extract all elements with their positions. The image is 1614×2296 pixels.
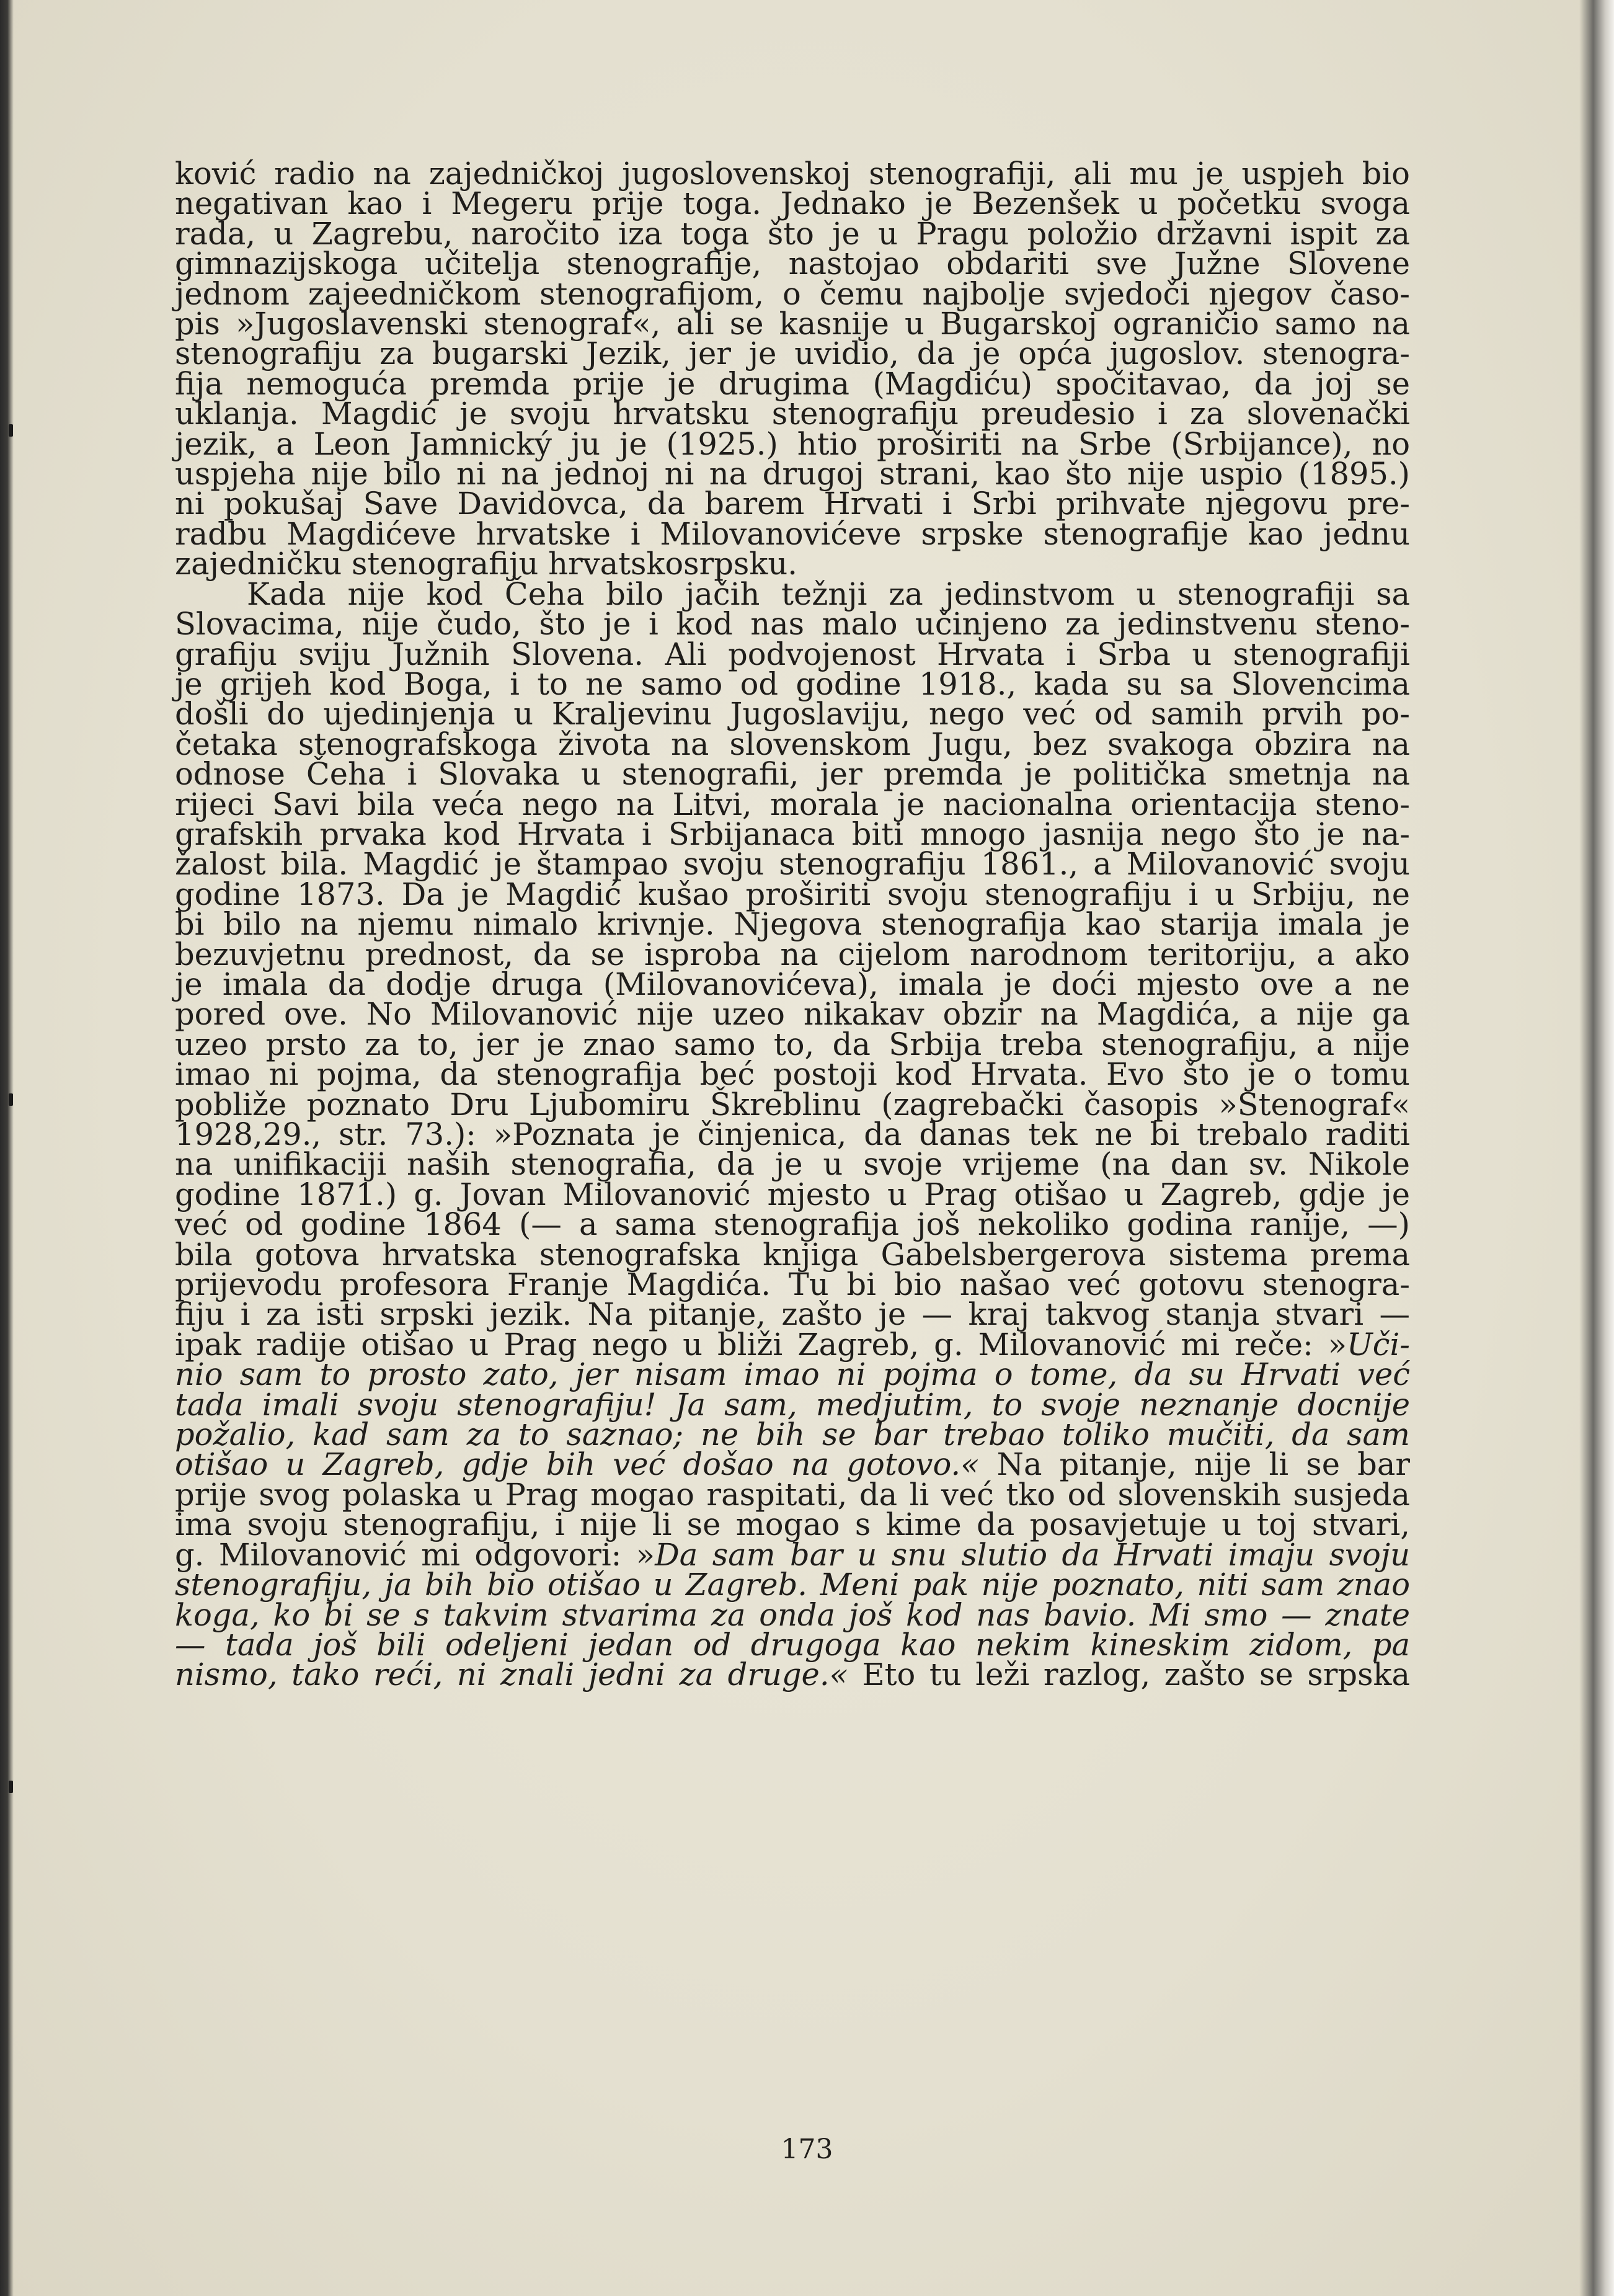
text-line: je grijeh kod Boga, i to ne samo od godine 1918., kada su sa Slovencima [175, 665, 1410, 702]
text-line: stenografiju za bugarski Jezik, jer je uvidio, da je opća jugoslov. stenogra- [175, 336, 1410, 372]
page-number: 173 [781, 2134, 833, 2165]
text-line [175, 1626, 1410, 1663]
text-line: Kada nije kod Čeha bilo jačih težnji za jedinstvom u stenografiji sa [247, 576, 1410, 612]
text-line: uspjeha nije bilo ni na jednoj ni na drugoj strani, kao što nije uspio (1895.) [175, 456, 1410, 492]
text-line: bila gotova hrvatska stenografska knjiga Gabelsbergerova sistema prema [175, 1236, 1410, 1273]
text-line: rijeci Savi bila veća nego na Litvi, morala je nacionalna orientacija steno- [175, 786, 1410, 822]
text-line: ima svoju stenografiju, i nije li se mogao s kime da posavjetuje u toj stvari, [175, 1506, 1410, 1543]
margin-mark [9, 1093, 13, 1106]
text-line: fiju i za isti srpski jezik. Na pitanje, zašto je — kraj takvog stanja stvari — [175, 1296, 1410, 1333]
page-right-edge [1579, 0, 1614, 2296]
text-span: Na pitanje, nije li se bar [979, 1446, 1411, 1483]
text-line: 1928,29., str. 73.): »Poznata je činjenica, da danas tek ne bi trebalo raditi [175, 1116, 1410, 1152]
text-line: prijevodu profesora Franje Magdića. Tu bi bio našao već gotovu stenogra- [175, 1266, 1410, 1303]
text-line: došli do ujedinjenja u Kraljevinu Jugoslaviju, nego već od samih prvih po- [175, 696, 1410, 732]
text-line: žalost bila. Magdić je štampao svoju stenografiju 1861., a Milovanović svoju [175, 846, 1410, 883]
text-line: ković radio na zajedničkoj jugoslovenskoj stenografiji, ali mu je uspjeh bio [175, 156, 1410, 192]
text-line [175, 1386, 1410, 1423]
italic-quote: požalio, kad sam za to saznao; ne bih se bar trebao toliko mučiti, da sam [175, 1417, 1410, 1453]
paragraph-2 [175, 576, 1411, 1693]
margin-mark [9, 1781, 13, 1793]
text-line: radbu Magdićeve hrvatske i Milovanovićeve srpske stenografije kao jednu [175, 515, 1410, 552]
text-span: Eto tu leži razlog, zašto se srpska [848, 1657, 1410, 1693]
italic-quote: stenografiju, ja bih bio otišao u Zagreb. Meni pak nije poznato, niti sam znao [175, 1567, 1410, 1603]
italic-quote: nismo, tako reći, ni znali jedni za druge.« [175, 1657, 848, 1693]
text-line [175, 1657, 1410, 1693]
book-binding-edge [0, 0, 14, 2296]
text-line: Slovacima, nije čudo, što je i kod nas malo učinjeno za jedinstvenu steno- [175, 606, 1410, 643]
text-line: negativan kao i Megeru prije toga. Jednako je Bezenšek u početku svoga [175, 185, 1410, 222]
text-line: uklanja. Magdić je svoju hrvatsku stenografiju preudesio i za slovenački [175, 396, 1410, 432]
text-line: gimnazijskoga učitelja stenografije, nastojao obdariti sve Južne Slovene [175, 246, 1410, 282]
text-span: ipak radije otišao u Prag nego u bliži Zagreb, g. Milovanović mi reče: » [175, 1326, 1347, 1363]
text-line: zajedničku stenografiju hrvatskosrpsku. [175, 546, 797, 582]
body-text [175, 156, 1411, 1693]
text-line: bezuvjetnu prednost, da se isproba na cijelom narodnom teritoriju, a ako [175, 936, 1410, 972]
text-line: bi bilo na njemu nimalo krivnje. Njegova stenografija kao starija imala je [175, 906, 1410, 943]
text-line [175, 1356, 1410, 1393]
paragraph-1 [175, 156, 1410, 582]
italic-quote: koga, ko bi se s takvim stvarima za onda još kod nas bavio. Mi smo — znate [175, 1596, 1410, 1633]
text-line: pis »Jugoslavenski stenograf«, ali se kasnije u Bugarskoj ograničio samo na [175, 306, 1410, 342]
text-line [175, 1446, 1411, 1483]
text-line: pobliže poznato Dru Ljubomiru Škreblinu (zagrebački časopis »Stenograf« [175, 1086, 1410, 1123]
italic-quote: nio sam to prosto zato, jer nisam imao ni pojma o tome, da su Hrvati već [175, 1356, 1410, 1393]
text-line: četaka stenografskoga života na slovenskom Jugu, bez svakoga obzira na [175, 726, 1410, 762]
text-line: godine 1871.) g. Jovan Milovanović mjesto u Prag otišao u Zagreb, gdje je [175, 1176, 1410, 1213]
text-line [175, 1596, 1410, 1633]
italic-quote: Da sam bar u snu slutio da Hrvati imaju svoju [655, 1536, 1410, 1573]
text-line: jednom zajeedničkom stenografijom, o čemu najbolje svjedoči njegov časo- [175, 275, 1410, 312]
text-line: već od godine 1864 (— a sama stenografija još nekoliko godina ranije, —) [175, 1206, 1410, 1243]
text-line [175, 1567, 1410, 1603]
text-line: imao ni pojma, da stenografija beć postoji kod Hrvata. Evo što je o tomu [175, 1056, 1410, 1093]
text-line: ni pokušaj Save Davidovca, da barem Hrvati i Srbi prihvate njegovu pre- [175, 486, 1410, 522]
text-line [175, 1417, 1410, 1453]
text-line: odnose Čeha i Slovaka u stenografii, jer premda je politička smetnja na [175, 756, 1410, 793]
text-line [175, 1536, 1410, 1573]
italic-quote: otišao u Zagreb, gdje bih već došao na gotovo.« [175, 1446, 980, 1483]
text-line: uzeo prsto za to, jer je znao samo to, da Srbija treba stenografiju, a nije [175, 1026, 1410, 1062]
text-line: grafiju sviju Južnih Slovena. Ali podvojenost Hrvata i Srba u stenografiji [175, 636, 1410, 672]
text-span: g. Milovanović mi odgovori: » [175, 1536, 655, 1573]
text-line: grafskih prvaka kod Hrvata i Srbijanaca biti mnogo jasnija nego što je na- [175, 816, 1410, 852]
text-line: fija nemoguća premda prije je drugima (Magdiću) spočitavao, da joj se [175, 365, 1410, 402]
text-line: je imala da dodje druga (Milovanovićeva), imala je doći mjesto ove a ne [175, 966, 1410, 1002]
italic-quote: — tada još bili odeljeni jedan od drugoga kao nekim kineskim zidom, pa [175, 1626, 1410, 1663]
text-line: na unifikaciji naših stenografia, da je u svoje vrijeme (na dan sv. Nikole [175, 1146, 1410, 1183]
text-line: jezik, a Leon Jamnický ju je (1925.) htio proširiti na Srbe (Srbijance), no [175, 425, 1410, 462]
italic-quote: Uči- [1347, 1326, 1410, 1363]
text-line: godine 1873. Da je Magdić kušao proširiti svoju stenografiju i u Srbiju, ne [175, 876, 1410, 912]
text-line: rada, u Zagrebu, naročito iza toga što je u Pragu položio državni ispit za [175, 215, 1410, 252]
text-line: pored ove. No Milovanović nije uzeo nikakav obzir na Magdića, a nije ga [175, 996, 1410, 1033]
margin-mark [9, 424, 13, 437]
text-line [175, 1326, 1410, 1363]
italic-quote: tada imali svoju stenografiju! Ja sam, medjutim, to svoje neznanje docnije [175, 1386, 1410, 1423]
text-line: prije svog polaska u Prag mogao raspitati, da li već tko od slovenskih susjeda [175, 1476, 1410, 1513]
